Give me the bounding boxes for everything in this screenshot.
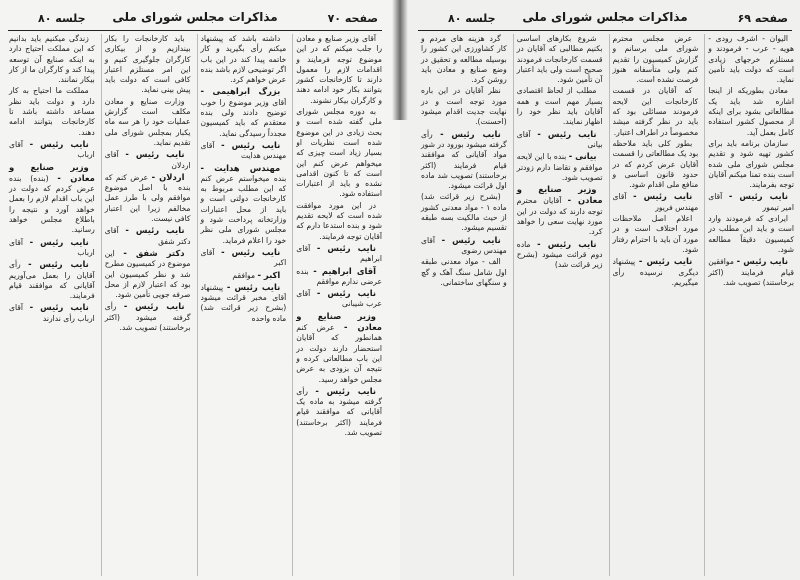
paragraph-text: آقای اردلان — [104, 150, 191, 170]
paragraph — [421, 129, 507, 192]
paragraph-text: معادن بطوریکه از اینجا اشاره شد باید یک مطالعاتی بشود برای اینکه از محصول کشور استفاده کامل بعمل آید. — [708, 86, 794, 137]
paragraph-text: به دوره مجلس شورای ملی گفته شده است و بحث زیادی در این موضوع شده است نظریات او بسیار زیاد است چیزی که میخواهم عرض کنم این است که تا کنون اقدامی نشده و باید از اعتبارات استفاده شود. — [296, 107, 382, 199]
speaker-name: وزیر صنایع و معادن - — [9, 161, 95, 183]
speaker-name: مهندس هدایت - — [200, 162, 281, 173]
text-column — [197, 34, 287, 576]
paragraph-text: آقای ارباب رأی ندارند — [9, 303, 95, 323]
paragraph — [296, 34, 382, 106]
paragraph — [9, 139, 95, 161]
paragraph-text: نظر آقایان در این باره مورد توجه است و در نهایت جدیت اقدام میشود (احسنت). — [421, 86, 507, 127]
paragraph-text: آقای ارباب — [9, 237, 95, 257]
speaker-name: نایب رئیس - — [226, 281, 281, 292]
paragraph — [9, 162, 95, 236]
paragraph — [613, 214, 699, 255]
paragraph — [296, 266, 382, 288]
paragraph-text: الیوان - اشرف رودی - هویه - عرب - فرمودند و مستلزم خرجهای زیادی است که دولت باید تأمین نماید. — [708, 34, 794, 85]
paragraph-text: زندگی میکنیم باید بدانیم که این مملکت احتیاج دارد به اینکه صنایع آن توسعه پیدا کند و کارگران ما از کار بیکار نمانند. — [9, 34, 95, 85]
paragraph-text: آقای ارباب — [9, 139, 95, 160]
paragraph-text: بنده با این لایحه موافقم و تقاضا دارم زودتر تصویب شود. — [516, 152, 603, 182]
paragraph-text: آقای وزیر صنایع و معادن را جلب میکنم که در این موضوع توجه فرمایند و اقدامات لازم را معمول دارند تا کارخانجات کشور بتوانند بکار خود ادامه دهند و کارگران بیکار نشوند. — [296, 34, 382, 105]
speaker-name: دکتر شفق - — [123, 247, 185, 258]
right-page — [400, 0, 800, 580]
paragraph — [517, 34, 603, 85]
page-number: صفحه ۷۰ — [327, 12, 378, 25]
speaker-name: نایب رئیس - — [221, 139, 281, 150]
speaker-name: بزرگ ابراهیمی - — [200, 86, 281, 97]
page-header — [8, 8, 382, 30]
paragraph-text: مملکت ما احتیاج به کار دارد و دولت باید نظر مساعد داشته باشد تا کارخانجات بتوانند ادامه دهند. — [9, 86, 95, 137]
text-columns — [6, 34, 382, 576]
paragraph — [9, 237, 95, 259]
speaker-name: نایب رئیس - — [440, 128, 501, 139]
paragraph-text: آقای اکبر — [200, 247, 287, 268]
paragraph-text: عرض کنم که بنده با اصل موضوع موافقم ولی با طرز عمل مخالفم زیرا این اعتبار کافی نیست. — [104, 172, 191, 224]
text-column — [101, 34, 191, 576]
paragraph-text: آقای وزیر موضوع را خوب توضیح دادند ولی بنده معتقدم که باید کمیسیون مجدداً رسیدگی نماید. — [200, 97, 287, 138]
speaker-name: نایب رئیس - — [537, 128, 597, 139]
speaker-name: نایب رئیس - — [316, 242, 376, 253]
text-columns — [418, 34, 794, 576]
paragraph-text: وزارت صنایع و معادن مکلف است گزارش عملیات خود را هر سه ماه یکبار بمجلس شورای ملی تقدیم نماید. — [104, 96, 191, 147]
paragraph — [708, 256, 794, 288]
speaker-name: بیانی - — [568, 151, 597, 162]
paragraph — [708, 214, 794, 255]
page-number: صفحه ۶۹ — [737, 12, 788, 25]
speaker-name: نایب رئیس - — [315, 385, 376, 396]
paragraph — [517, 239, 603, 271]
paragraph-text: عرض کنم همانطور که آقایان استحضار دارند دولت در این باب مطالعاتی کرده و نتیجه آن بزودی به عرض مجلس خواهد رسید. — [296, 323, 382, 384]
speaker-name: اردلان - — [151, 171, 185, 182]
book-binding-shadow — [392, 0, 408, 120]
header-rule — [8, 30, 382, 31]
paragraph-text: موافقین قیام فرمایند (اکثر برخاستند) تصویب شد. — [708, 257, 794, 287]
paragraph — [613, 86, 699, 137]
speaker-name: نایب رئیس - — [537, 238, 597, 249]
paragraph — [296, 288, 382, 310]
paragraph — [9, 86, 95, 137]
running-title: مذاکرات مجلس شورای ملی — [112, 10, 278, 24]
header-rule — [418, 30, 792, 31]
paragraph — [296, 311, 382, 385]
paragraph — [517, 151, 603, 183]
paragraph — [201, 86, 287, 138]
speaker-name: وزیر صنایع و معادن - — [516, 184, 603, 206]
paragraph — [105, 172, 191, 224]
paragraph-text: رأی گرفته میشود بورود در شور مواد آقایانی که موافقند قیام فرمایند (اکثر برخاستند) تصویب شد ماده اول قرائت میشود. — [421, 129, 507, 191]
text-column — [609, 34, 699, 576]
speaker-name: نایب رئیس - — [29, 236, 89, 247]
paragraph-text: بطور کلی باید ملاحظه بود یک مطالعاتی را قسمت آقایان عرض کردم که در حدود قانون اساسی و منافع ملی اقدام شود. — [612, 138, 699, 190]
paragraph — [105, 97, 191, 148]
paragraph — [421, 192, 507, 233]
paragraph — [9, 259, 95, 301]
paragraph-text: سازمان برنامه باید برای کشور تهیه شود و تقدیم مجلس شورای ملی شده است بنده تمنا میکنم آقایان توجه بفرمایند. — [708, 138, 794, 190]
paragraph — [517, 86, 603, 127]
paragraph-text: آقای عرب شیبانی — [296, 289, 382, 309]
paragraph — [708, 191, 794, 213]
paragraph-text: رأی گرفته میشود (اکثر برخاستند) تصویب شد. — [104, 302, 191, 333]
paragraph — [296, 107, 382, 200]
paragraph-text: موافقم — [232, 270, 256, 280]
paragraph-text: باید کارخانجات را بکار بیندازیم و از بیکاری کارگران جلوگیری کنیم و این امر مستلزم اعتبار کافی است که دولت باید پیش بینی نماید. — [104, 34, 191, 95]
paragraph-text: آقای امیر تیمور — [708, 192, 794, 212]
paragraph-text: (بنده) بنده عرض کردم که دولت در این باب اقدام لازم را بعمل خواهد آورد و نتیجه را باطلاع مجلس خواهد رسانید. — [9, 173, 95, 235]
paragraph — [421, 34, 507, 85]
paragraph-text: آقای دکتر شفق — [104, 226, 191, 246]
paragraph-text: آقای مهندس هدایت — [200, 140, 287, 161]
speaker-name: نایب رئیس - — [638, 256, 693, 267]
paragraph-text: مطلب از لحاظ اقتصادی بسیار مهم است و همه آقایان باید نظر خود را اظهار نمایند. — [516, 86, 603, 127]
speaker-name: نایب رئیس - — [28, 259, 89, 270]
paragraph — [105, 248, 191, 300]
paragraph — [517, 129, 603, 151]
paragraph-text: در این مورد موافقت شده است که لایحه تقدیم شود و بنده استدعا دارم که آقایان توجه فرمایند. — [296, 200, 382, 241]
speaker-name: نایب رئیس - — [29, 302, 89, 313]
paragraph-text: که آقایان در قسمت کارخانجات این لایحه فرمودند مسائلی بود که باید در نظر گرفته میشد مخصوصاً در اطراف اعتبار. — [612, 86, 699, 137]
paragraph-text: بنده میخواستم عرض کنم که این مطلب مربوط به کارخانجات دولتی است و باید از محل اعتبارات وزارتخانه پرداخت شود و مجلس شورای ملی نظر خود را اعلام فرماید. — [200, 173, 287, 245]
paragraph — [613, 256, 699, 288]
speaker-name: نایب رئیس - — [441, 234, 501, 245]
paragraph — [201, 270, 287, 281]
speaker-name: نایب رئیس - — [125, 149, 185, 160]
paragraph-text: ایرادی که فرمودند وارد است و باید این مطلب در کمیسیون دقیقاً مطالعه شود. — [708, 214, 794, 254]
paragraph — [613, 34, 699, 85]
text-column — [292, 34, 382, 576]
speaker-name: نایب رئیس - — [125, 225, 185, 236]
paragraph-text: آقای ابراهیم — [296, 243, 382, 264]
speaker-name: نایب رئیس - — [221, 246, 281, 257]
paragraph — [105, 301, 191, 333]
paragraph — [517, 184, 603, 237]
paragraph-text: رأی آقایان را بعمل می‌آوریم آقایانی که موافقند قیام فرمایند. — [9, 260, 95, 301]
paragraph-text: رأی گرفته میشود به ماده یک آقایانی که موافقند قیام فرمایند (اکثر برخاستند) تصویب شد. — [296, 386, 382, 437]
paragraph — [708, 86, 794, 137]
paragraph — [105, 34, 191, 96]
page-header — [418, 8, 792, 30]
speaker-name: اکبر - — [257, 269, 281, 280]
text-column — [513, 34, 603, 576]
speaker-name: آقای ابراهیم - — [313, 265, 376, 276]
paragraph-text: این موضوع در کمیسیون مطرح شد و نظر کمیسیون این بود که اعتبار لازم از محل صرفه جویی تأمین شود. — [104, 248, 191, 300]
paragraph-text: بنده عرضی ندارم موافقم — [296, 266, 382, 286]
paragraph — [296, 386, 382, 438]
paragraph — [105, 225, 191, 247]
speaker-name: نایب رئیس - — [316, 288, 376, 299]
speaker-name: نایب رئیس - — [633, 191, 693, 202]
speaker-name: نایب رئیس - — [728, 191, 788, 202]
paragraph — [421, 235, 507, 257]
session-number: جلسه ۸۰ — [38, 12, 86, 25]
paragraph — [296, 243, 382, 265]
paragraph-text: پیشنهاد دیگری نرسیده رأی میگیریم. — [612, 257, 699, 287]
paragraph-text: ماده دوم قرائت میشود (بشرح زیر قرائت شد) — [516, 239, 603, 270]
speaker-name: وزیر صنایع و معادن - — [296, 310, 382, 333]
paragraph — [201, 163, 287, 246]
paragraph-text: آقای مهندس فریور — [612, 192, 699, 212]
paragraph — [201, 34, 287, 85]
paragraph — [613, 139, 699, 190]
speaker-name: نایب رئیس - — [123, 301, 185, 312]
speaker-name: نایب رئیس - — [29, 138, 89, 149]
paragraph — [201, 282, 287, 324]
session-number: جلسه ۸۰ — [448, 12, 496, 25]
speaker-name: نایب رئیس - — [736, 256, 788, 267]
paragraph-text: عرض مجلس محترم شورای ملی برسانم و گزارش کمیسیون را تقدیم کنم ولی متأسفانه هنوز فرصت نشده است. — [612, 34, 699, 85]
paragraph-text: آقایان محترم توجه دارند که دولت در این مورد نهایت سعی را خواهد کرد. — [516, 196, 603, 237]
paragraph-text: شروع بکارهای اساسی بکنیم مطالبی که آقایان در قسمت کارخانجات فرمودند صحیح است ولی باید اعتبار آن تأمین شود. — [516, 34, 603, 85]
paragraph-text: (بشرح زیر قرائت شد) ماده ۱ - مواد معدنی کشور از حیث مالکیت بسه طبقه تقسیم میشود. — [421, 192, 507, 233]
paragraph-text: داشته باشد که پیشنهاد میکنم رأی بگیرید و کار خاتمه پیدا کند در این باب اگر توضیحی لازم باشد بنده عرض خواهم کرد. — [200, 34, 287, 85]
paragraph-text: آقای بیانی — [516, 129, 603, 149]
paragraph — [9, 302, 95, 324]
paragraph — [201, 140, 287, 162]
paragraph-text: آقای مهندس رضوی — [421, 235, 507, 255]
paragraph — [201, 247, 287, 269]
paragraph — [421, 86, 507, 127]
paragraph — [421, 257, 507, 288]
paragraph — [296, 201, 382, 242]
text-column — [704, 34, 794, 576]
paragraph — [613, 191, 699, 213]
paragraph-text: گرد هزینه های مردم و کار کشاورزی این کشور را بوسیله مطالعه و تحقیق در وضع صنایع و معادن باید روشن کرد. — [421, 34, 507, 85]
running-title: مذاکرات مجلس شورای ملی — [522, 10, 688, 24]
text-column — [418, 34, 507, 576]
paragraph — [708, 139, 794, 190]
text-column — [6, 34, 95, 576]
paragraph — [105, 149, 191, 171]
paragraph-text: الف - مواد معدنی طبقه اول شامل سنگ آهک و گچ و سنگهای ساختمانی. — [421, 257, 507, 287]
paragraph — [708, 34, 794, 85]
paragraph-text: پیشنهاد آقای مخبر قرائت میشود (بشرح زیر قرائت شد) ماده واحده — [200, 282, 287, 323]
paragraph-text: اعلام اصل ملاحظات مورد اختلاف است و در مورد آن باید با احترام رفتار شود. — [612, 214, 699, 254]
paragraph — [9, 34, 95, 85]
